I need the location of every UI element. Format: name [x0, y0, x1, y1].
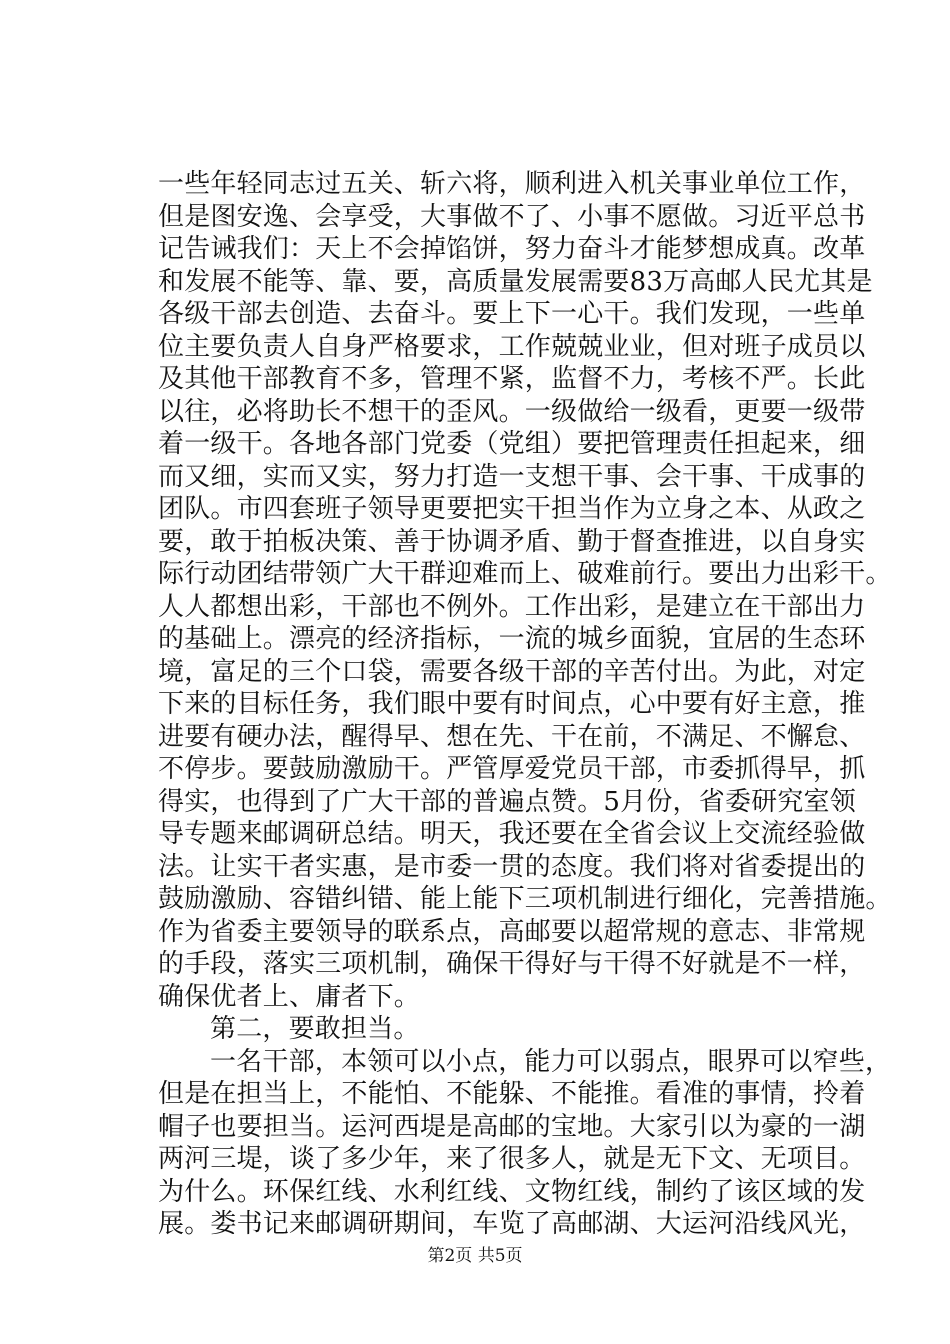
section-heading: 第二，要敢担当。: [210, 1014, 420, 1044]
text-line: 导专题来邮调研总结。明天，我还要在全省会议上交流经验做: [158, 819, 866, 849]
text-line: 团队。市四套班子领导更要把实干担当作为立身之本、从政之: [158, 494, 866, 524]
text-line: 一些年轻同志过五关、斩六将，顺利进入机关事业单位工作，: [158, 169, 866, 199]
text-line: 着一级干。各地各部门党委（党组）要把管理责任担起来，细: [158, 429, 866, 459]
text-line: 人人都想出彩，干部也不例外。工作出彩，是建立在干部出力: [158, 591, 866, 622]
text-line: 及其他干部教育不多，管理不紧，监督不力，考核不严。长此: [158, 364, 866, 394]
text-line: 作为省委主要领导的联系点，高邮要以超常规的意志、非常规: [158, 916, 866, 947]
text-line: 鼓励激励、容错纠错、能上能下三项机制进行细化，完善措施。: [158, 884, 892, 914]
text-line: 境，富足的三个口袋，需要各级干部的辛苦付出。为此，对定: [158, 656, 866, 687]
text-line: 得实，也得到了广大干部的普遍点赞。5月份，省委研究室领: [158, 786, 856, 817]
text-line: 展。娄书记来邮调研期间，车览了高邮湖、大运河沿线风光，: [158, 1209, 866, 1239]
text-line: 但是图安逸、会享受，大事做不了、小事不愿做。习近平总书: [158, 201, 866, 232]
page-number: 第2页 共5页: [427, 1246, 523, 1266]
text-line: 但是在担当上，不能怕、不能躲、不能推。看准的事情，拎着: [158, 1079, 866, 1109]
text-line: 帽子也要担当。运河西堤是高邮的宝地。大家引以为豪的一湖: [158, 1111, 866, 1142]
text-line: 不停步。要鼓励激励干。严管厚爱党员干部，市委抓得早，抓: [158, 754, 866, 784]
text-line: 下来的目标任务，我们眼中要有时间点，心中要有好主意，推: [158, 689, 866, 719]
page-footer: [0, 1245, 950, 1267]
text-line: 而又细，实而又实，努力打造一支想干事、会干事、干成事的: [158, 461, 866, 492]
text-line: 的基础上。漂亮的经济指标，一流的城乡面貌，宜居的生态环: [158, 624, 866, 654]
text-line: 位主要负责人自身严格要求，工作兢兢业业，但对班子成员以: [158, 331, 866, 362]
text-line: 为什么。环保红线、水利红线、文物红线，制约了该区域的发: [158, 1176, 866, 1207]
text-line: 以往，必将助长不想干的歪风。一级做给一级看，更要一级带: [158, 396, 866, 427]
text-line: 的手段，落实三项机制，确保干得好与干得不好就是不一样，: [158, 949, 866, 979]
text-line: 各级干部去创造、去奋斗。要上下一心干。我们发现，一些单: [158, 299, 866, 329]
text-line: 记告诫我们：天上不会掉馅饼，努力奋斗才能梦想成真。改革: [158, 234, 866, 264]
text-line: 进要有硬办法，醒得早、想在先、干在前，不满足、不懈怠、: [158, 721, 866, 752]
text-line: 法。让实干者实惠，是市委一贯的态度。我们将对省委提出的: [158, 851, 866, 882]
text-line: 际行动团结带领广大干群迎难而上、破难前行。要出力出彩干。: [158, 559, 892, 589]
text-line: 和发展不能等、靠、要，高质量发展需要83万高邮人民尤其是: [158, 266, 873, 297]
document-body: [158, 168, 892, 1241]
text-line: 一名干部，本领可以小点，能力可以弱点，眼界可以窄些，: [210, 1046, 892, 1077]
text-line: 两河三堤，谈了多少年，来了很多人，就是无下文、无项目。: [158, 1144, 866, 1174]
text-line: 要，敢于拍板决策、善于协调矛盾、勤于督查推进，以自身实: [158, 526, 866, 557]
text-line: 确保优者上、庸者下。: [158, 981, 421, 1012]
